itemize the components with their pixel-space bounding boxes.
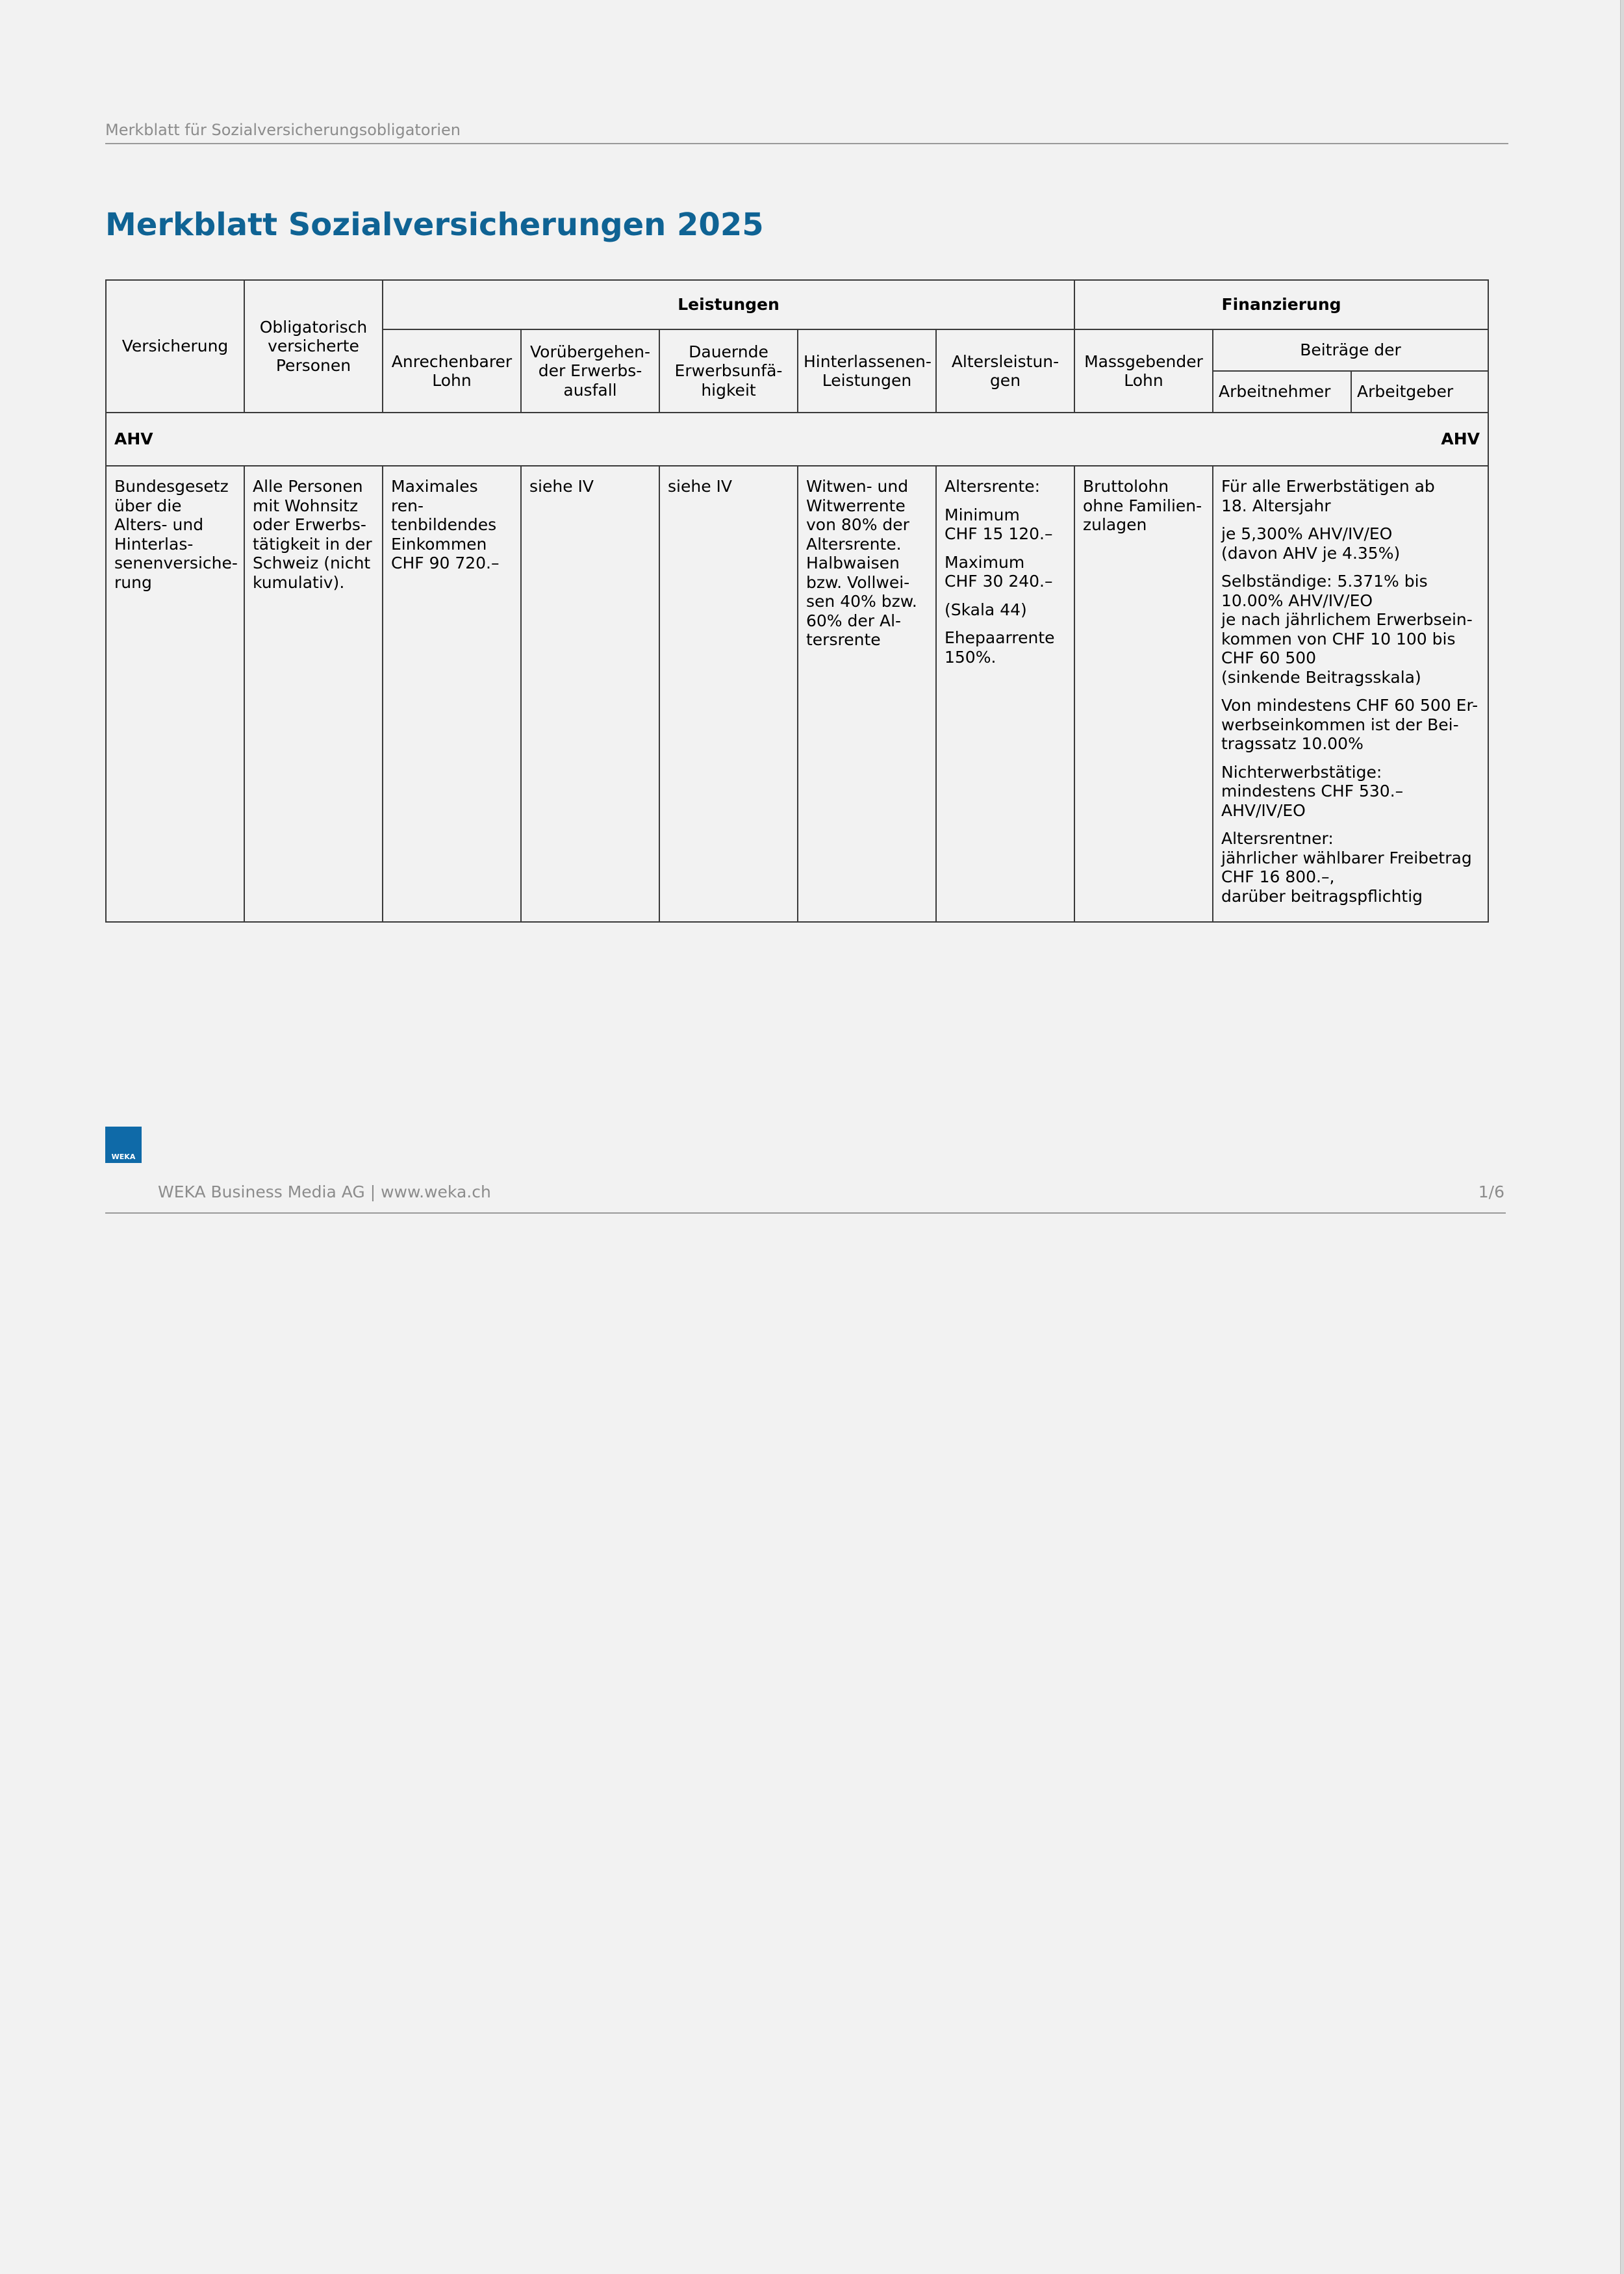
header-group-leistungen: Leistungen: [383, 280, 1074, 329]
header-hinterlassenen: Hinterlassenen-Leistungen: [798, 329, 936, 413]
header-obligatorisch: Obligatorisch versicherte Personen: [244, 280, 383, 413]
header-massgebender-lohn: Massgebender Lohn: [1074, 329, 1213, 413]
alters-line: Ehepaarrente 150%.: [945, 628, 1055, 667]
header-anrechenbarer-lohn: Anrechenbarer Lohn: [383, 329, 521, 413]
beitraege-paragraph: Selbständige: 5.371% bis 10.00% AHV/IV/EO je nach jährlichem Erwerbsein- kommen von CHF 10 100 bis CHF 60 500 (sinkende Beitragsskala): [1221, 572, 1473, 687]
cell-massgebender-lohn: Bruttolohn ohne Familien-zulagen: [1074, 466, 1213, 922]
footer-divider: [105, 1212, 1506, 1214]
cell-voruebergehend: siehe IV: [521, 466, 659, 922]
section-row-ahv: [106, 413, 1488, 466]
header-versicherung: Versicherung: [106, 280, 244, 413]
running-header: Merkblatt für Sozialversicherungsobligatorien: [105, 121, 1508, 144]
header-arbeitnehmer: Arbeitnehmer: [1213, 371, 1351, 413]
cell-beitraege: [1213, 466, 1488, 922]
logo-text: WEKA: [111, 1153, 136, 1161]
header-altersleistungen: Altersleistun-gen: [936, 329, 1074, 413]
alters-line: Altersrente:: [945, 477, 1041, 496]
header-voruebergehend: Vorübergehen-der Erwerbs-ausfall: [521, 329, 659, 413]
cell-dauernd: siehe IV: [659, 466, 798, 922]
header-beitraege-der: Beiträge der: [1213, 329, 1488, 371]
section-label: AHV: [114, 429, 153, 449]
cell-anrechenbarer-lohn: Maximales ren-tenbildendes Einkommen CHF 90 720.–: [383, 466, 521, 922]
cell-personen: Alle Personen mit Wohnsitz oder Erwerbs-tätigkeit in der Schweiz (nicht kumulativ).: [244, 466, 383, 922]
cell-hinterlassenen: Witwen- und Witwerrente von 80% der Altersrente. Halbwaisen bzw. Vollwei-sen 40% bzw. 60% der Al-tersrente: [798, 466, 936, 922]
table-row: [106, 466, 1488, 922]
beitraege-paragraph: je 5,300% AHV/IV/EO (davon AHV je 4.35%): [1221, 524, 1401, 563]
beitraege-paragraph: Für alle Erwerbstätigen ab 18. Altersjahr: [1221, 477, 1435, 515]
header-dauernd: Dauernde Erwerbsunfä-higkeit: [659, 329, 798, 413]
cell-altersleistungen: [936, 466, 1074, 922]
beitraege-paragraph: Von mindestens CHF 60 500 Er- werbseinkommen ist der Bei- tragssatz 10.00%: [1221, 696, 1478, 753]
beitraege-paragraph: Nichterwerbstätige: mindestens CHF 530.– AHV/IV/EO: [1221, 762, 1404, 820]
alters-line: Minimum CHF 15 120.–: [945, 505, 1053, 543]
header-arbeitgeber: Arbeitgeber: [1351, 371, 1488, 413]
header-group-finanzierung: Finanzierung: [1074, 280, 1488, 329]
insurance-table: [105, 279, 1489, 923]
alters-line: Maximum CHF 30 240.–: [945, 552, 1053, 591]
beitraege-paragraph: Altersrentner: jährlicher wählbarer Freibetrag CHF 16 800.–, darüber beitragspflichtig: [1221, 829, 1472, 906]
alters-line: (Skala 44): [945, 600, 1027, 619]
page-edge: [1620, 0, 1624, 2274]
page-title: Merkblatt Sozialversicherungen 2025: [105, 207, 764, 243]
footer-company: WEKA Business Media AG | www.weka.ch: [158, 1182, 491, 1201]
section-label-right: AHV: [1441, 429, 1480, 449]
weka-logo: [105, 1127, 142, 1163]
cell-versicherung: Bundesgesetz über die Alters- und Hinterlas-senenversiche-rung: [106, 466, 244, 922]
page-number: 1/6: [1478, 1182, 1504, 1201]
